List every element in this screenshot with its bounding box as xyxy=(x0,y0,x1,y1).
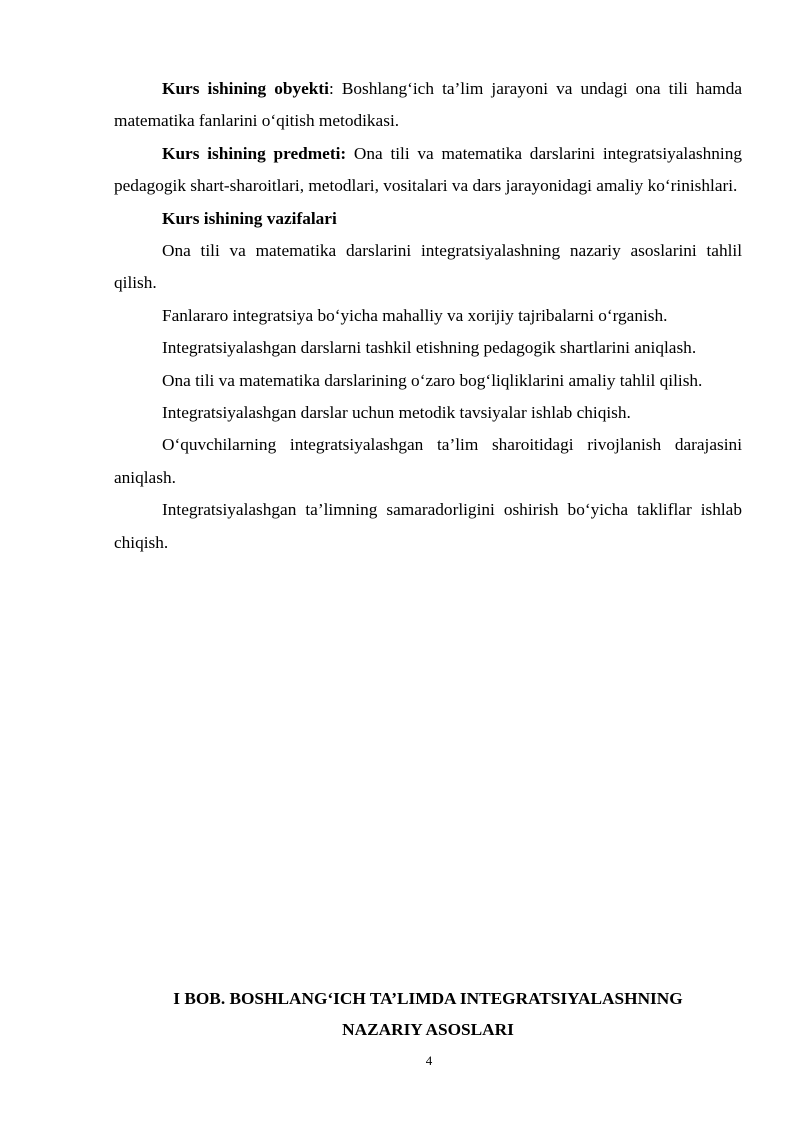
course-subject-text: Ona tili va matematika darslarini integratsiyalashning pedagogik shart-sharoitlari, metodlari, vositalari va dars jarayonidagi amaliy ko‘rinishlari. xyxy=(114,143,742,196)
task-item: Fanlararo integratsiya bo‘yicha mahalliy va xorijiy tajribalarni o‘rganish. xyxy=(162,305,668,325)
task-item: Ona tili va matematika darslarini integratsiyalashning nazariy asoslarini tahlil qilish. xyxy=(114,241,742,293)
page-number: 4 xyxy=(425,1053,433,1068)
chapter-title xyxy=(114,983,742,1045)
task-item: O‘quvchilarning integratsiyalashgan ta’lim sharoitidagi rivojlanish darajasini aniqlash. xyxy=(114,435,742,487)
chapter-title-line-2: NAZARIY ASOSLARI xyxy=(342,1020,514,1039)
course-subject-paragraph xyxy=(114,138,742,203)
task-item: Integratsiyalashgan darslarni tashkil etishning pedagogik shartlarini aniqlash. xyxy=(162,338,697,358)
course-subject-label: Kurs ishining predmeti: xyxy=(162,143,347,163)
course-object-text: : Boshlang‘ich ta’lim jarayoni va undagi ona tili hamda matematika fanlarini o‘qitish metodikasi. xyxy=(114,79,743,131)
task-item: Integratsiyalashgan ta’limning samaradorligini oshirish bo‘yicha takliflar ishlab chiqish. xyxy=(114,500,742,552)
task-item: Integratsiyalashgan darslar uchun metodik tavsiyalar ishlab chiqish. xyxy=(162,403,631,423)
course-object-paragraph xyxy=(114,73,742,138)
course-object-label: Kurs ishining obyekti xyxy=(162,79,329,98)
main-text xyxy=(114,73,742,559)
tasks-heading: Kurs ishining vazifalari xyxy=(162,208,337,228)
chapter-title-line-1: I BOB. BOSHLANG‘ICH TA’LIMDA INTEGRATSIYALASHNING xyxy=(173,989,683,1008)
task-item: Ona tili va matematika darslarining o‘zaro bog‘liqliklarini amaliy tahlil qilish. xyxy=(162,370,703,390)
